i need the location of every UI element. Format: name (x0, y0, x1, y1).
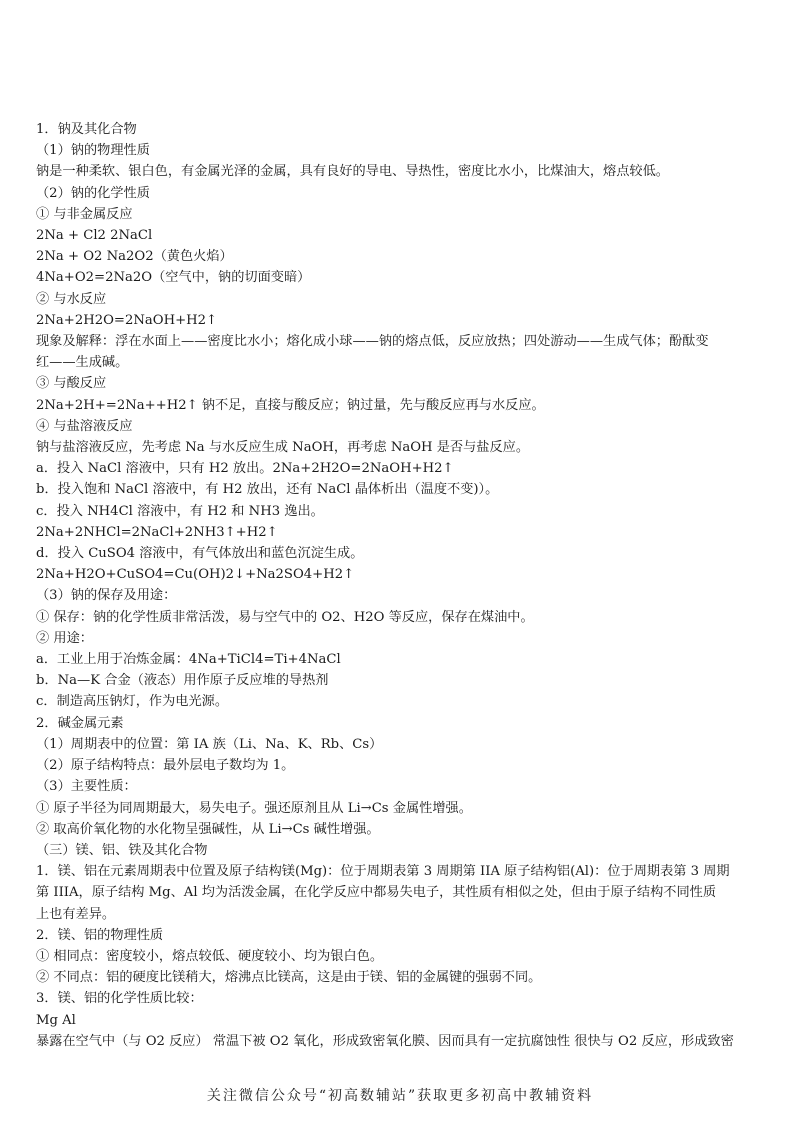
text-line: Mg Al (36, 1012, 76, 1028)
text-line: 暴露在空气中（与 O2 反应） 常温下被 O2 氧化，形成致密氧化膜、因而具有一定抗腐蚀性 很快与 O2 反应，形成致密 (36, 1033, 734, 1049)
text-line: ① 原子半径为同周期最大，易失电子。强还原剂且从 Li→Cs 金属性增强。 (36, 800, 472, 816)
text-line: 1．钠及其化合物 (36, 122, 137, 137)
text-line: 2Na + O2 Na2O2（黄色火焰） (36, 249, 233, 265)
text-line: b．投入饱和 NaCl 溶液中，有 H2 放出，还有 NaCl 晶体析出（温度不变)）。 (36, 482, 499, 498)
text-line: （1）周期表中的位置：第 IA 族（Li、Na、K、Rb、Cs） (36, 736, 383, 752)
text-line: ① 保存：钠的化学性质非常活泼，易与空气中的 O2、H2O 等反应，保存在煤油中。 (36, 609, 534, 625)
text-line: ② 取高价氧化物的水化物呈强碱性，从 Li→Cs 碱性增强。 (36, 821, 380, 837)
text-line: 2Na + Cl2 2NaCl (36, 228, 153, 244)
text-line: 2Na+2H+=2Na++H2↑ 钠不足，直接与酸反应；钠过量，先与酸反应再与水反应。 (36, 397, 545, 413)
text-line: （1）钠的物理性质 (36, 143, 150, 159)
text-line: 钠是一种柔软、银白色，有金属光泽的金属，具有良好的导电、导热性，密度比水小，比煤油大，熔点较低。 (36, 164, 669, 180)
text-line: 2Na+2H2O=2NaOH+H2↑ (36, 312, 218, 328)
text-line: 2Na+H2O+CuSO4=Cu(OH)2↓+Na2SO4+H2↑ (36, 567, 355, 583)
text-line: c．制造高压钠灯，作为电光源。 (36, 694, 229, 710)
text-line: （三）镁、铝、铁及其化合物 (36, 842, 208, 858)
text-line: ② 与水反应 (36, 291, 107, 307)
text-line: （3）主要性质： (36, 779, 137, 795)
text-line: 红——生成碱。 (36, 355, 129, 371)
text-line: 2．镁、铝的物理性质 (36, 927, 164, 943)
document-body (36, 119, 766, 1052)
text-line: 4Na+O2=2Na2O（空气中，钠的切面变暗） (36, 270, 311, 286)
text-line: ④ 与盐溶液反应 (36, 418, 133, 434)
text-line: 上也有差异。 (36, 906, 116, 922)
text-line: （2）钠的化学性质 (36, 185, 150, 201)
text-line: ② 不同点：铝的硬度比镁稍大，熔沸点比镁高，这是由于镁、铝的金属键的强弱不同。 (36, 970, 542, 986)
text-line: ① 相同点：密度较小，熔点较低、硬度较小、均为银白色。 (36, 948, 384, 964)
text-line: 第 IIIA，原子结构 Mg、Al 均为活泼金属，在化学反应中都易失电子，其性质有相似之处，但由于原子结构不同性质 (36, 885, 717, 901)
text-line: 钠与盐溶液反应，先考虑 Na 与水反应生成 NaOH，再考虑 NaOH 是否与盐反应。 (36, 440, 530, 456)
text-line: 3．镁、铝的化学性质比较： (36, 991, 203, 1007)
text-line: 1．镁、铝在元素周期表中位置及原子结构镁(Mg)：位于周期表第 3 周期第 IIA 原子结构铝(Al)：位于周期表第 3 周期 (36, 864, 730, 880)
text-line: d．投入 CuSO4 溶液中，有气体放出和蓝色沉淀生成。 (36, 546, 364, 562)
page-footer: 关注微信公众号“初高数辅站”获取更多初高中教辅资料 (206, 1088, 594, 1104)
text-line: a．投入 NaCl 溶液中，只有 H2 放出。2Na+2H2O=2NaOH+H2↑ (36, 461, 454, 477)
text-line: 2Na+2NHCl=2NaCl+2NH3↑+H2↑ (36, 524, 278, 540)
text-line: ② 用途： (36, 630, 93, 646)
text-line: ③ 与酸反应 (36, 376, 107, 392)
text-line: 2．碱金属元素 (36, 715, 124, 731)
text-line: （3）钠的保存及用途： (36, 588, 177, 604)
text-line: c．投入 NH4Cl 溶液中，有 H2 和 NH3 逸出。 (36, 503, 324, 519)
text-line: 现象及解释：浮在水面上——密度比水小；熔化成小球——钠的熔点低，反应放热；四处游动——生成气体；酚酞变 (36, 334, 709, 350)
text-line: a．工业上用于冶炼金属：4Na+TiCl4=Ti+4NaCl (36, 652, 341, 668)
text-line: （2）原子结构特点：最外层电子数均为 1。 (36, 758, 295, 774)
text-line: ① 与非金属反应 (36, 206, 133, 222)
text-line: b．Na—K 合金（液态）用作原子反应堆的导热剂 (36, 673, 329, 689)
